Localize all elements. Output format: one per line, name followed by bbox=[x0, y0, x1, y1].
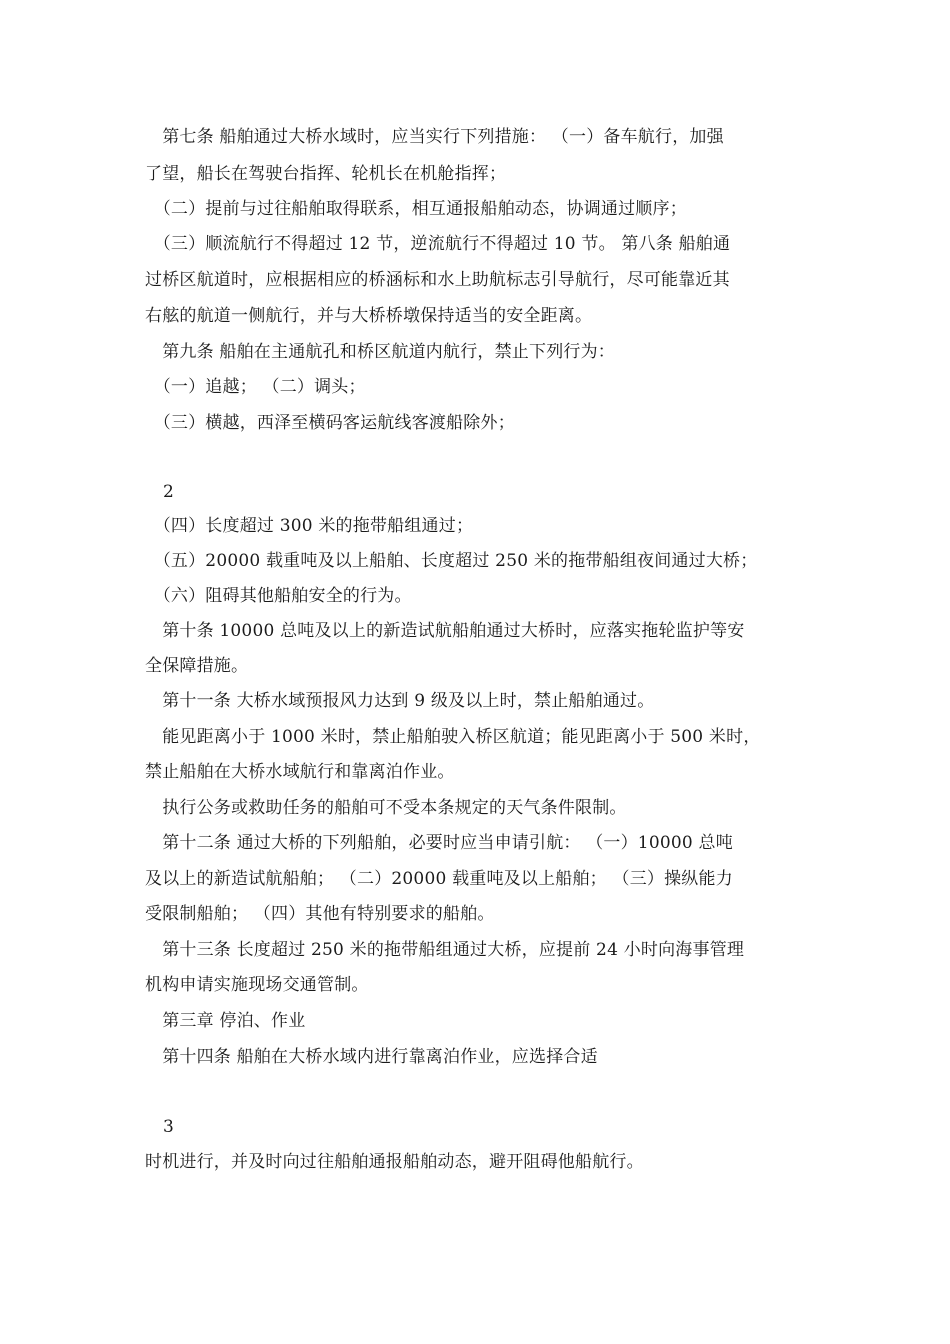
page-number: 2 bbox=[163, 482, 174, 502]
text-line: 第七条 船舶通过大桥水域时，应当实行下列措施： （一）备车航行，加强 bbox=[145, 127, 724, 147]
text-line: （四）长度超过 300 米的拖带船组通过； bbox=[145, 516, 474, 536]
text-line: 全保障措施。 bbox=[145, 656, 249, 676]
text-line: （三）顺流航行不得超过 12 节，逆流航行不得超过 10 节。 第八条 船舶通 bbox=[145, 234, 731, 254]
text-line: （二）提前与过往船舶取得联系，相互通报船舶动态，协调通过顺序； bbox=[145, 199, 687, 219]
text-line: 执行公务或救助任务的船舶可不受本条规定的天气条件限制。 bbox=[145, 798, 627, 818]
text-line: 及以上的新造试航船舶； （二）20000 载重吨及以上船舶； （三）操纵能力 bbox=[145, 869, 733, 889]
text-line: 受限制船舶； （四）其他有特别要求的船舶。 bbox=[145, 904, 495, 924]
text-line: 第十四条 船舶在大桥水域内进行靠离泊作业，应选择合适 bbox=[145, 1047, 598, 1067]
text-line: 第十一条 大桥水域预报风力达到 9 级及以上时，禁止船舶通过。 bbox=[145, 691, 655, 711]
text-line: 第十条 10000 总吨及以上的新造试航船舶通过大桥时，应落实拖轮监护等安 bbox=[145, 621, 745, 641]
text-line: （六）阻碍其他船舶安全的行为。 bbox=[145, 586, 412, 606]
page-number: 3 bbox=[163, 1117, 174, 1137]
text-line: 第十二条 通过大桥的下列船舶，必要时应当申请引航： （一）10000 总吨 bbox=[145, 833, 733, 853]
text-line: 禁止船舶在大桥水域航行和靠离泊作业。 bbox=[145, 762, 455, 782]
text-line: 机构申请实施现场交通管制。 bbox=[145, 975, 369, 995]
text-line: 时机进行，并及时向过往船舶通报船舶动态，避开阻碍他船航行。 bbox=[145, 1152, 644, 1172]
text-line: 右舷的航道一侧航行，并与大桥桥墩保持适当的安全距离。 bbox=[145, 306, 593, 326]
text-line: 了望，船长在驾驶台指挥、轮机长在机舱指挥； bbox=[145, 164, 507, 184]
text-line: 第三章 停泊、作业 bbox=[145, 1011, 306, 1031]
text-line: （三）横越，西泽至横码客运航线客渡船除外； bbox=[145, 413, 515, 433]
text-line: （一）追越； （二）调头； bbox=[145, 377, 366, 397]
text-line: 第九条 船舶在主通航孔和桥区航道内航行，禁止下列行为： bbox=[145, 342, 616, 362]
text-line: 过桥区航道时，应根据相应的桥涵标和水上助航标志引导航行，尽可能靠近其 bbox=[145, 270, 730, 290]
text-line: 能见距离小于 1000 米时，禁止船舶驶入桥区航道；能见距离小于 500 米时， bbox=[145, 727, 761, 747]
text-line: （五）20000 载重吨及以上船舶、长度超过 250 米的拖带船组夜间通过大桥； bbox=[145, 551, 758, 571]
text-line: 第十三条 长度超过 250 米的拖带船组通过大桥，应提前 24 小时向海事管理 bbox=[145, 940, 745, 960]
